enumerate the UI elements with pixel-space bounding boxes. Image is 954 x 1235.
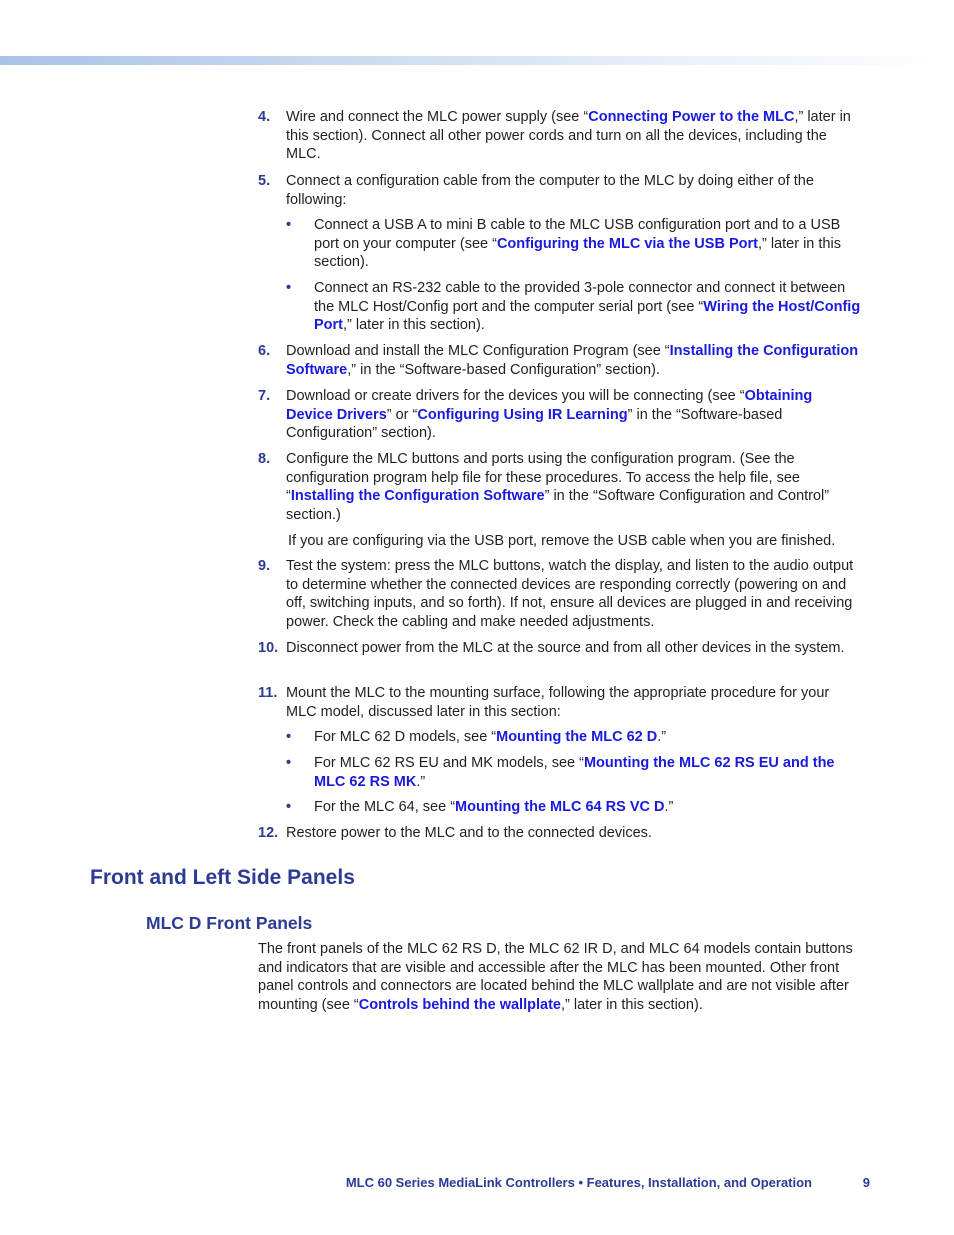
bullet-mlc-62-d [286, 728, 863, 747]
step-4 [258, 108, 863, 164]
step-6 [258, 342, 863, 379]
bullet-glyph: • [286, 280, 292, 296]
step-9 [258, 557, 863, 632]
body-text: The front panels of the MLC 62 RS D, the MLC 62 IR D, and MLC 64 models contain buttons and indicators that are visible and accessible after the MLC has been mounted. Other front panel controls and connectors are located behind the MLC wallplate and are not visible after mounting (see “ [258, 941, 853, 1014]
bullet-mlc-64 [286, 798, 863, 817]
bullet-rs232-cable [286, 279, 863, 335]
step-text: ” in the “Software-based Configuration” section). [286, 406, 783, 442]
step-number: 10. [258, 640, 279, 656]
footer-title: MLC 60 Series MediaLink Controllers • Features, Installation, and Operation [345, 1175, 812, 1190]
bullet-text: ,” later in this section). [343, 317, 485, 334]
step-text: ” or “ [386, 406, 418, 423]
bullet-text: For the MLC 64, see “ [314, 799, 456, 815]
link-mounting-mlc-62-d[interactable]: Mounting the MLC 62 D [496, 729, 658, 745]
bullet-glyph: • [286, 729, 292, 745]
bullet-glyph: • [286, 217, 292, 233]
step-number: 6. [258, 343, 271, 359]
step-text: ,” in the “Software-based Configuration” section). [347, 361, 660, 378]
bullet-text: For MLC 62 RS EU and MK models, see “ [314, 755, 584, 771]
step-text: ” in the “Software Configuration and Control” section.) [286, 488, 830, 524]
bullet-text: .” [664, 799, 674, 815]
step-5 [258, 172, 863, 209]
step-8 [258, 450, 863, 525]
step-7 [258, 387, 863, 443]
bullet-mlc-62-rs-eu [286, 754, 863, 791]
bullet-text: Connect an RS-232 cable to the provided 3-pole connector and connect it between the MLC Host/Config port and the computer serial port (see “ [314, 280, 846, 315]
step-text: Disconnect power from the MLC at the source and from all other devices in the system. [286, 640, 845, 656]
step-text: Connect a configuration cable from the computer to the MLC by doing either of the following: [286, 173, 814, 208]
bullet-usb-cable [286, 216, 863, 272]
step-text: Mount the MLC to the mounting surface, following the appropriate procedure for your MLC model, discussed later in this section: [286, 685, 830, 720]
bullet-text: ,” later in this section). [314, 235, 841, 271]
link-installing-config-software-2[interactable]: Installing the Configuration Software [290, 488, 545, 505]
link-wiring-host-config[interactable]: Wiring the Host/Config Port [314, 298, 861, 334]
bullet-text: .” [657, 729, 667, 745]
link-obtaining-device-drivers[interactable]: Obtaining Device Drivers [286, 388, 813, 423]
bullet-text: .” [416, 773, 426, 790]
step-11 [258, 684, 863, 721]
page-number: 9 [862, 1175, 870, 1190]
link-configuring-usb[interactable]: Configuring the MLC via the USB Port [496, 235, 758, 252]
step-number: 4. [258, 109, 271, 125]
step-number: 9. [258, 558, 271, 574]
link-configuring-ir-learning[interactable]: Configuring Using IR Learning [417, 406, 628, 423]
subsection-heading: MLC D Front Panels [146, 913, 313, 933]
body-text: ,” later in this section). [560, 997, 703, 1014]
step-text: Download and install the MLC Configuration Program (see “ [286, 343, 670, 359]
step-number: 7. [258, 388, 271, 404]
step-number: 12. [258, 825, 279, 841]
step-number: 11. [258, 685, 278, 701]
bullet-text: For MLC 62 D models, see “ [314, 729, 497, 745]
body-paragraph [258, 940, 863, 1015]
step-number: 5. [258, 173, 271, 189]
link-mounting-mlc-64[interactable]: Mounting the MLC 64 RS VC D [455, 799, 665, 815]
step-text: Restore power to the MLC and to the connected devices. [286, 825, 652, 841]
link-mounting-mlc-62-rs-eu[interactable]: Mounting the MLC 62 RS EU and the MLC 62 RS MK [314, 755, 835, 790]
header-gradient-bar [0, 56, 954, 65]
step-text: Download or create drivers for the devices you will be connecting (see “ [286, 388, 745, 404]
step-text: Wire and connect the MLC power supply (see “ [286, 109, 589, 125]
link-connecting-power[interactable]: Connecting Power to the MLC [588, 109, 795, 125]
step-number: 8. [258, 451, 271, 467]
link-installing-config-software[interactable]: Installing the Configuration Software [286, 343, 859, 378]
step-text: ,” later in this section). Connect all other power cords and turn on all the devices, including the MLC. [286, 109, 851, 163]
section-heading: Front and Left Side Panels [90, 866, 355, 889]
step-text: Configure the MLC buttons and ports using the configuration program. (See the configuration program help file for these procedures. To access the help file, see “ [286, 451, 800, 505]
bullet-text: Connect a USB A to mini B cable to the MLC USB configuration port and to a USB port on your computer (see “ [314, 217, 841, 252]
link-controls-behind-wallplate[interactable]: Controls behind the wallplate [358, 997, 561, 1014]
step-text: Test the system: press the MLC buttons, watch the display, and listen to the audio output to determine whether the connected devices are responding correctly (powering on and off, switching inputs, and so forth). If not, ensure all devices are plugged in and receiving power. Check the cabling and make needed adjustments. [286, 558, 854, 631]
step-12 [258, 824, 863, 843]
step-10 [258, 639, 863, 658]
step-8-note: If you are configuring via the USB port, remove the USB cable when you are finished. [288, 533, 836, 549]
bullet-glyph: • [286, 755, 292, 771]
bullet-glyph: • [286, 799, 292, 815]
